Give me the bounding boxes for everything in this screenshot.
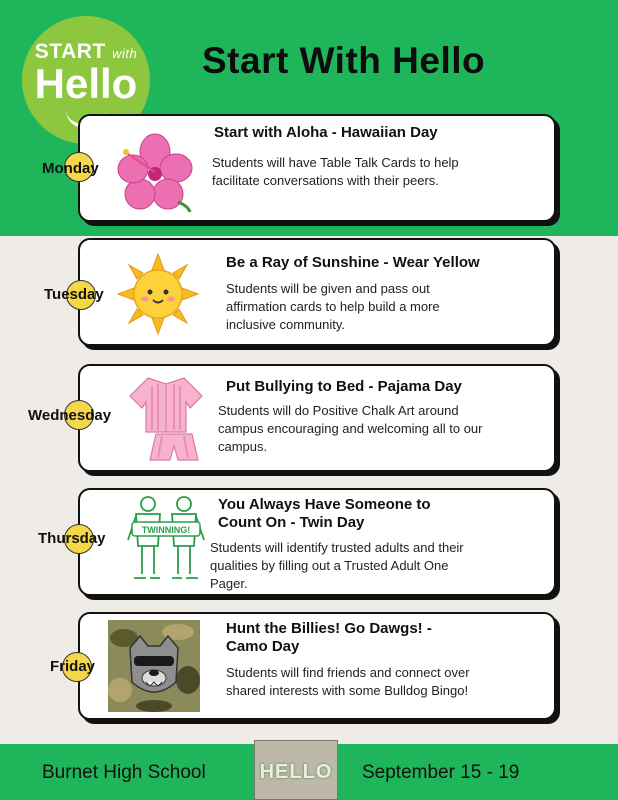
start-with-hello-logo: START with Hello bbox=[22, 16, 150, 144]
card-description: Students will identify trusted adults and their qualities by filling out a Trusted Adult One Pager. bbox=[210, 540, 464, 591]
card-title: Put Bullying to Bed - Pajama Day bbox=[226, 378, 462, 395]
day-label-monday: Monday bbox=[42, 160, 99, 177]
day-label-wednesday: Wednesday bbox=[28, 407, 112, 424]
page-title: Start With Hello bbox=[202, 40, 486, 81]
bulldog-camo-icon bbox=[108, 620, 200, 712]
hibiscus-flower-icon bbox=[116, 132, 194, 212]
card-description: Students will be given and pass out affirmation cards to help build a more inclusive community. bbox=[226, 281, 440, 332]
pajamas-icon bbox=[128, 374, 204, 464]
sun-icon bbox=[116, 252, 200, 336]
card-title: Start with Aloha - Hawaiian Day bbox=[214, 124, 438, 141]
hello-photo: HELLO bbox=[254, 740, 338, 800]
card-title: You Always Have Someone to Count On - Twin Day bbox=[218, 496, 431, 531]
twins-icon bbox=[124, 494, 208, 582]
card-description: Students will have Table Talk Cards to help facilitate conversations with their peers. bbox=[212, 155, 459, 188]
day-label-tuesday: Tuesday bbox=[44, 286, 104, 303]
card-title: Hunt the Billies! Go Dawgs! - Camo Day bbox=[226, 620, 432, 655]
svg-text:TWINNING!: TWINNING! bbox=[141, 525, 191, 535]
card-title: Be a Ray of Sunshine - Wear Yellow bbox=[226, 254, 480, 271]
school-name: Burnet High School bbox=[42, 762, 206, 783]
day-label-friday: Friday bbox=[50, 658, 96, 675]
card-description: Students will do Positive Chalk Art around campus encouraging and welcoming all to our campus. bbox=[218, 403, 483, 454]
card-description: Students will find friends and connect over shared interests with some Bulldog Bingo! bbox=[226, 665, 470, 698]
day-label-thursday: Thursday bbox=[38, 530, 106, 547]
event-dates: September 15 - 19 bbox=[362, 762, 520, 783]
